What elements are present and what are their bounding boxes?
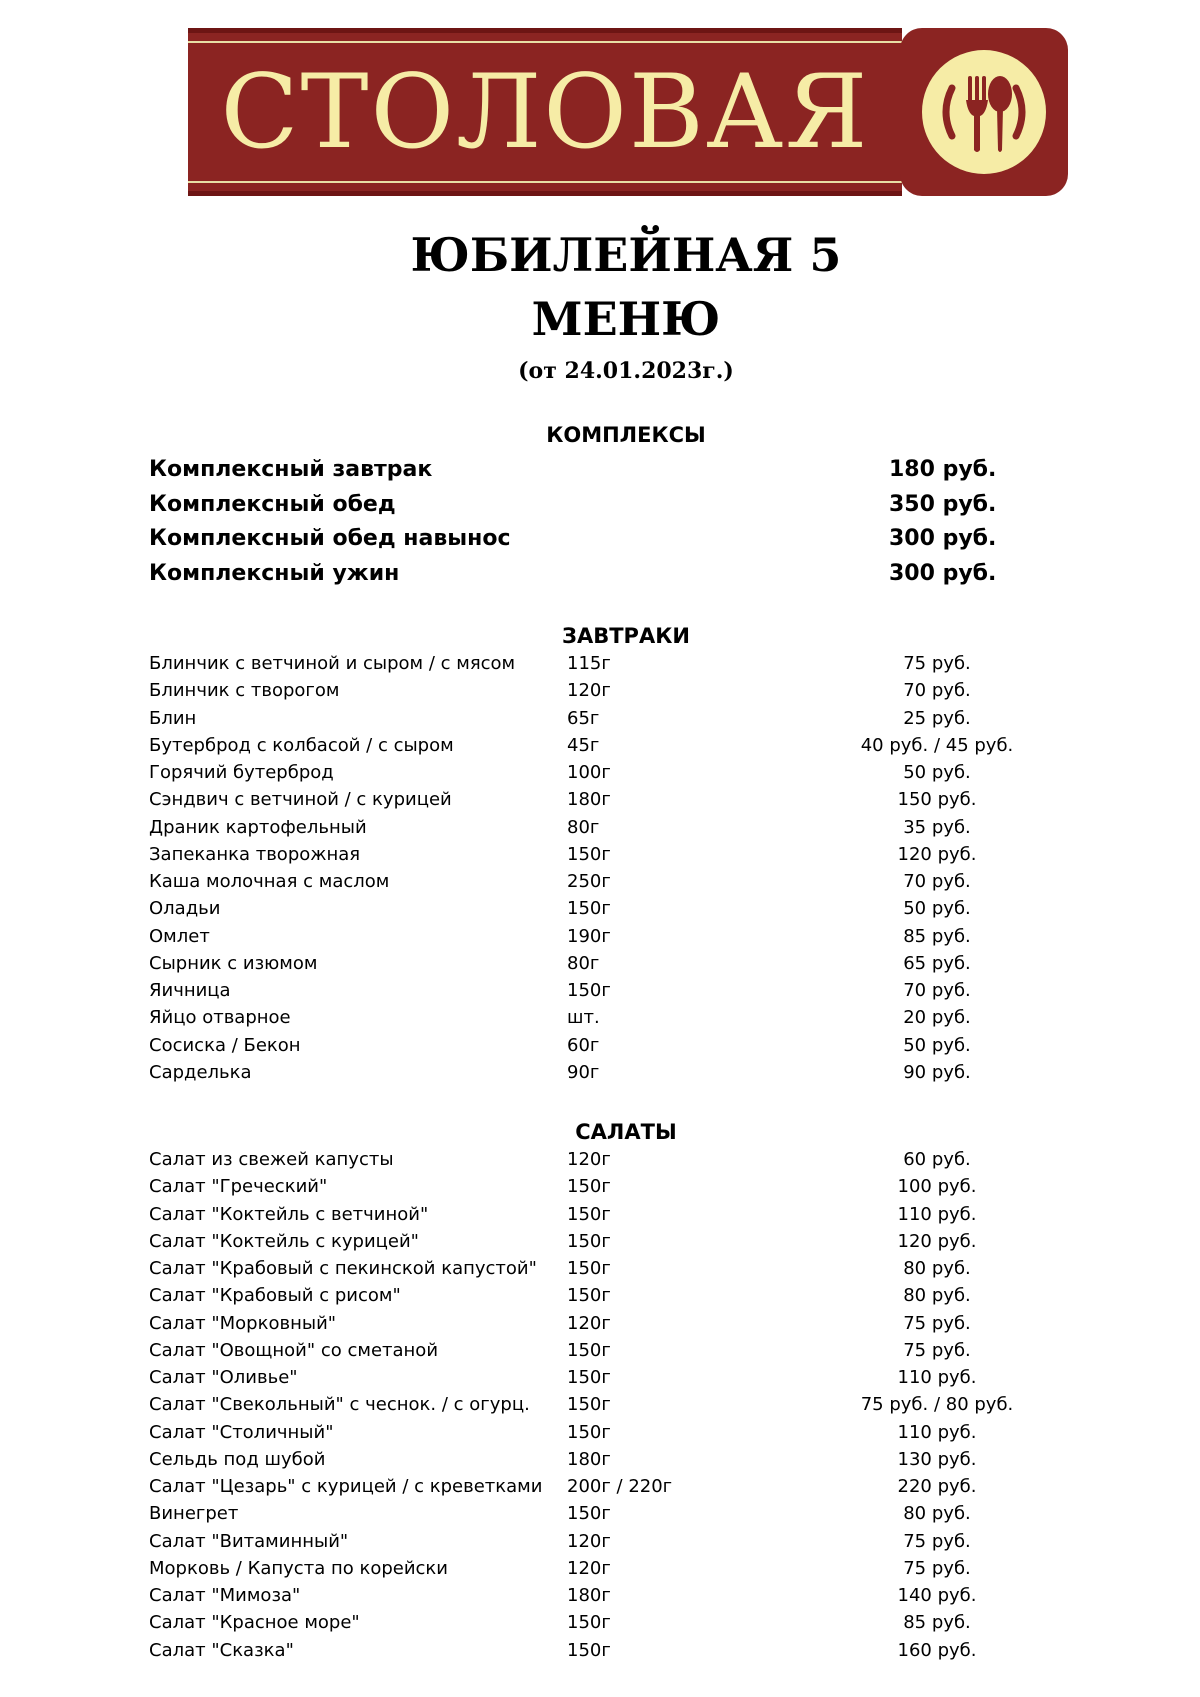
combo-price: 180 руб. [889, 457, 997, 482]
dish-name: Бутерброд с колбасой / с сыром [149, 734, 454, 756]
menu-row [149, 1059, 1049, 1086]
logo-badge [900, 28, 1068, 196]
dish-name: Запеканка творожная [149, 843, 361, 865]
dish-price: 85 руб. [903, 1612, 971, 1634]
dish-weight: 150г [567, 1339, 611, 1361]
dish-weight: 100г [567, 762, 611, 783]
dish-price: 65 руб. [903, 952, 971, 974]
dish-price: 70 руб. [903, 871, 971, 892]
dish-name: Яйцо отварное [149, 1007, 291, 1029]
dish-weight: 150г [567, 980, 611, 1001]
menu-row [149, 1391, 1049, 1418]
dish-weight: 150г [567, 843, 611, 865]
dish-price: 90 руб. [903, 1061, 971, 1083]
dish-weight: 150г [567, 1367, 611, 1388]
menu-row [149, 1228, 1049, 1255]
menu-row [149, 1419, 1049, 1446]
menu-row [149, 1555, 1049, 1582]
dish-price: 130 руб. [897, 1448, 977, 1470]
page-title: МЕНЮ [531, 292, 721, 346]
dish-name: Сарделька [149, 1061, 252, 1083]
menu-row [149, 1528, 1049, 1555]
dish-weight: 90г [567, 1061, 600, 1083]
dish-name: Салат "Столичный" [149, 1421, 334, 1443]
combo-name: Комплексный ужин [149, 560, 400, 586]
dish-name: Салат "Витаминный" [149, 1530, 349, 1552]
dish-price: 75 руб. [903, 653, 971, 674]
menu-row [149, 650, 1049, 677]
combo-name: Комплексный обед [149, 491, 396, 517]
dish-name: Салат "Свекольный" с чеснок. / с огурц. [149, 1394, 530, 1416]
dish-price: 80 руб. [903, 1285, 971, 1307]
dish-price: 70 руб. [903, 680, 971, 702]
menu-row [149, 895, 1049, 922]
menu-row [149, 1582, 1049, 1609]
dish-price: 70 руб. [903, 980, 971, 1001]
dish-name: Блинчик с творогом [149, 680, 340, 702]
combo-price: 300 руб. [889, 560, 997, 586]
menu-row [149, 1473, 1049, 1500]
combo-row [149, 526, 999, 560]
dish-price: 75 руб. / 80 руб. [860, 1394, 1014, 1416]
dish-price: 60 руб. [903, 1149, 971, 1170]
combo-price: 350 руб. [889, 491, 997, 517]
dish-name: Сельдь под шубой [149, 1448, 326, 1470]
dish-price: 80 руб. [903, 1258, 971, 1279]
section-title-salads: САЛАТЫ [575, 1120, 677, 1144]
dish-weight: 120г [567, 1557, 611, 1579]
menu-row [149, 705, 1049, 732]
section-title-breakfast: ЗАВТРАКИ [562, 624, 690, 648]
menu-row [149, 1146, 1049, 1173]
dish-weight: 60г [567, 1034, 600, 1056]
dish-weight: 80г [567, 816, 600, 838]
dish-weight: 150г [567, 1285, 611, 1307]
menu-row [149, 841, 1049, 868]
combo-name: Комплексный обед навынос [149, 526, 511, 551]
combo-row [149, 561, 999, 595]
dish-weight: 180г [567, 789, 611, 811]
dish-weight: 150г [567, 1394, 611, 1416]
dish-price: 110 руб. [897, 1421, 977, 1443]
dish-name: Салат "Коктейль с ветчиной" [149, 1203, 429, 1225]
menu-row [149, 868, 1049, 895]
logo-title: СТОЛОВАЯ [220, 53, 870, 172]
dish-weight: шт. [567, 1007, 600, 1029]
dish-weight: 120г [567, 1312, 611, 1334]
dish-name: Салат "Мимоза" [149, 1585, 301, 1606]
dish-name: Оладьи [149, 898, 221, 920]
dish-price: 110 руб. [897, 1203, 977, 1225]
dish-price: 50 руб. [903, 1034, 971, 1056]
menu-row [149, 1364, 1049, 1391]
combo-row [149, 457, 999, 491]
dish-weight: 120г [567, 1530, 611, 1552]
dish-weight: 150г [567, 898, 611, 920]
combo-name: Комплексный завтрак [149, 457, 433, 482]
dish-weight: 150г [567, 1639, 611, 1661]
dish-name: Салат "Морковный" [149, 1312, 337, 1334]
menu-row [149, 923, 1049, 950]
dish-weight: 190г [567, 925, 611, 947]
menu-row [149, 677, 1049, 704]
dish-price: 120 руб. [897, 1230, 977, 1252]
dish-name: Салат "Оливье" [149, 1367, 298, 1388]
dish-weight: 180г [567, 1585, 611, 1606]
menu-row [149, 950, 1049, 977]
combo-row [149, 492, 999, 526]
dish-price: 120 руб. [897, 843, 977, 865]
dish-name: Сэндвич с ветчиной / с курицей [149, 789, 452, 811]
menu-row [149, 786, 1049, 813]
dish-price: 35 руб. [903, 816, 971, 838]
menu-row [149, 1282, 1049, 1309]
logo-banner [188, 28, 902, 196]
menu-row [149, 732, 1049, 759]
dish-name: Блинчик с ветчиной и сыром / с мясом [149, 653, 516, 674]
dish-price: 100 руб. [897, 1176, 977, 1198]
menu-row [149, 1004, 1049, 1031]
dish-weight: 150г [567, 1203, 611, 1225]
dish-name: Каша молочная с маслом [149, 871, 390, 892]
dish-name: Салат "Красное море" [149, 1612, 360, 1634]
dish-price: 40 руб. / 45 руб. [860, 734, 1014, 756]
dish-weight: 150г [567, 1421, 611, 1443]
dish-weight: 150г [567, 1258, 611, 1279]
menu-row [149, 1500, 1049, 1527]
dish-weight: 250г [567, 871, 611, 892]
dish-weight: 200г / 220г [567, 1476, 673, 1497]
dish-price: 25 руб. [903, 707, 971, 729]
menu-row [149, 1310, 1049, 1337]
dish-weight: 150г [567, 1176, 611, 1198]
menu-row [149, 1637, 1049, 1664]
dish-price: 110 руб. [897, 1367, 977, 1388]
dish-name: Винегрет [149, 1503, 239, 1525]
menu-row [149, 1173, 1049, 1200]
dish-price: 20 руб. [903, 1007, 971, 1029]
dish-name: Салат "Греческий" [149, 1176, 328, 1198]
menu-row [149, 814, 1049, 841]
dish-price: 85 руб. [903, 925, 971, 947]
dish-price: 50 руб. [903, 762, 971, 783]
menu-row [149, 1255, 1049, 1282]
dish-price: 75 руб. [903, 1312, 971, 1334]
dish-weight: 115г [567, 653, 611, 674]
dish-price: 150 руб. [897, 789, 977, 811]
menu-row [149, 1609, 1049, 1636]
menu-row [149, 1201, 1049, 1228]
dish-name: Горячий бутерброд [149, 762, 334, 783]
dish-name: Салат "Крабовый с пекинской капустой" [149, 1258, 537, 1279]
dish-name: Салат из свежей капусты [149, 1149, 394, 1170]
dish-name: Салат "Крабовый с рисом" [149, 1285, 401, 1307]
section-title-combos: КОМПЛЕКСЫ [546, 423, 706, 447]
dish-name: Салат "Цезарь" с курицей / с креветками [149, 1476, 543, 1497]
dish-name: Салат "Сказка" [149, 1639, 294, 1661]
dish-name: Салат "Коктейль с курицей" [149, 1230, 419, 1252]
location-heading: ЮБИЛЕЙНАЯ 5 [410, 228, 842, 282]
dish-weight: 150г [567, 1503, 611, 1525]
dish-weight: 120г [567, 680, 611, 702]
dish-name: Сосиска / Бекон [149, 1034, 301, 1056]
dish-name: Блин [149, 707, 197, 729]
dish-weight: 65г [567, 707, 600, 729]
dish-name: Яичница [149, 980, 231, 1001]
menu-row [149, 977, 1049, 1004]
fork-spoon-icon [900, 28, 1068, 196]
dish-price: 75 руб. [903, 1557, 971, 1579]
dish-price: 75 руб. [903, 1339, 971, 1361]
dish-price: 160 руб. [897, 1639, 977, 1661]
dish-name: Омлет [149, 925, 210, 947]
dish-weight: 150г [567, 1230, 611, 1252]
dish-price: 75 руб. [903, 1530, 971, 1552]
dish-weight: 45г [567, 734, 600, 756]
menu-row [149, 1337, 1049, 1364]
combo-price: 300 руб. [889, 526, 997, 551]
dish-price: 220 руб. [897, 1476, 977, 1497]
menu-date: (от 24.01.2023г.) [518, 358, 734, 384]
menu-row [149, 759, 1049, 786]
dish-price: 80 руб. [903, 1503, 971, 1525]
dish-price: 50 руб. [903, 898, 971, 920]
dish-weight: 150г [567, 1612, 611, 1634]
menu-row [149, 1446, 1049, 1473]
dish-name: Морковь / Капуста по корейски [149, 1557, 448, 1579]
dish-weight: 120г [567, 1149, 611, 1170]
dish-name: Драник картофельный [149, 816, 367, 838]
dish-name: Сырник с изюмом [149, 952, 318, 974]
dish-weight: 80г [567, 952, 600, 974]
dish-name: Салат "Овощной" со сметаной [149, 1339, 439, 1361]
menu-row [149, 1032, 1049, 1059]
dish-price: 140 руб. [897, 1585, 977, 1606]
dish-weight: 180г [567, 1448, 611, 1470]
